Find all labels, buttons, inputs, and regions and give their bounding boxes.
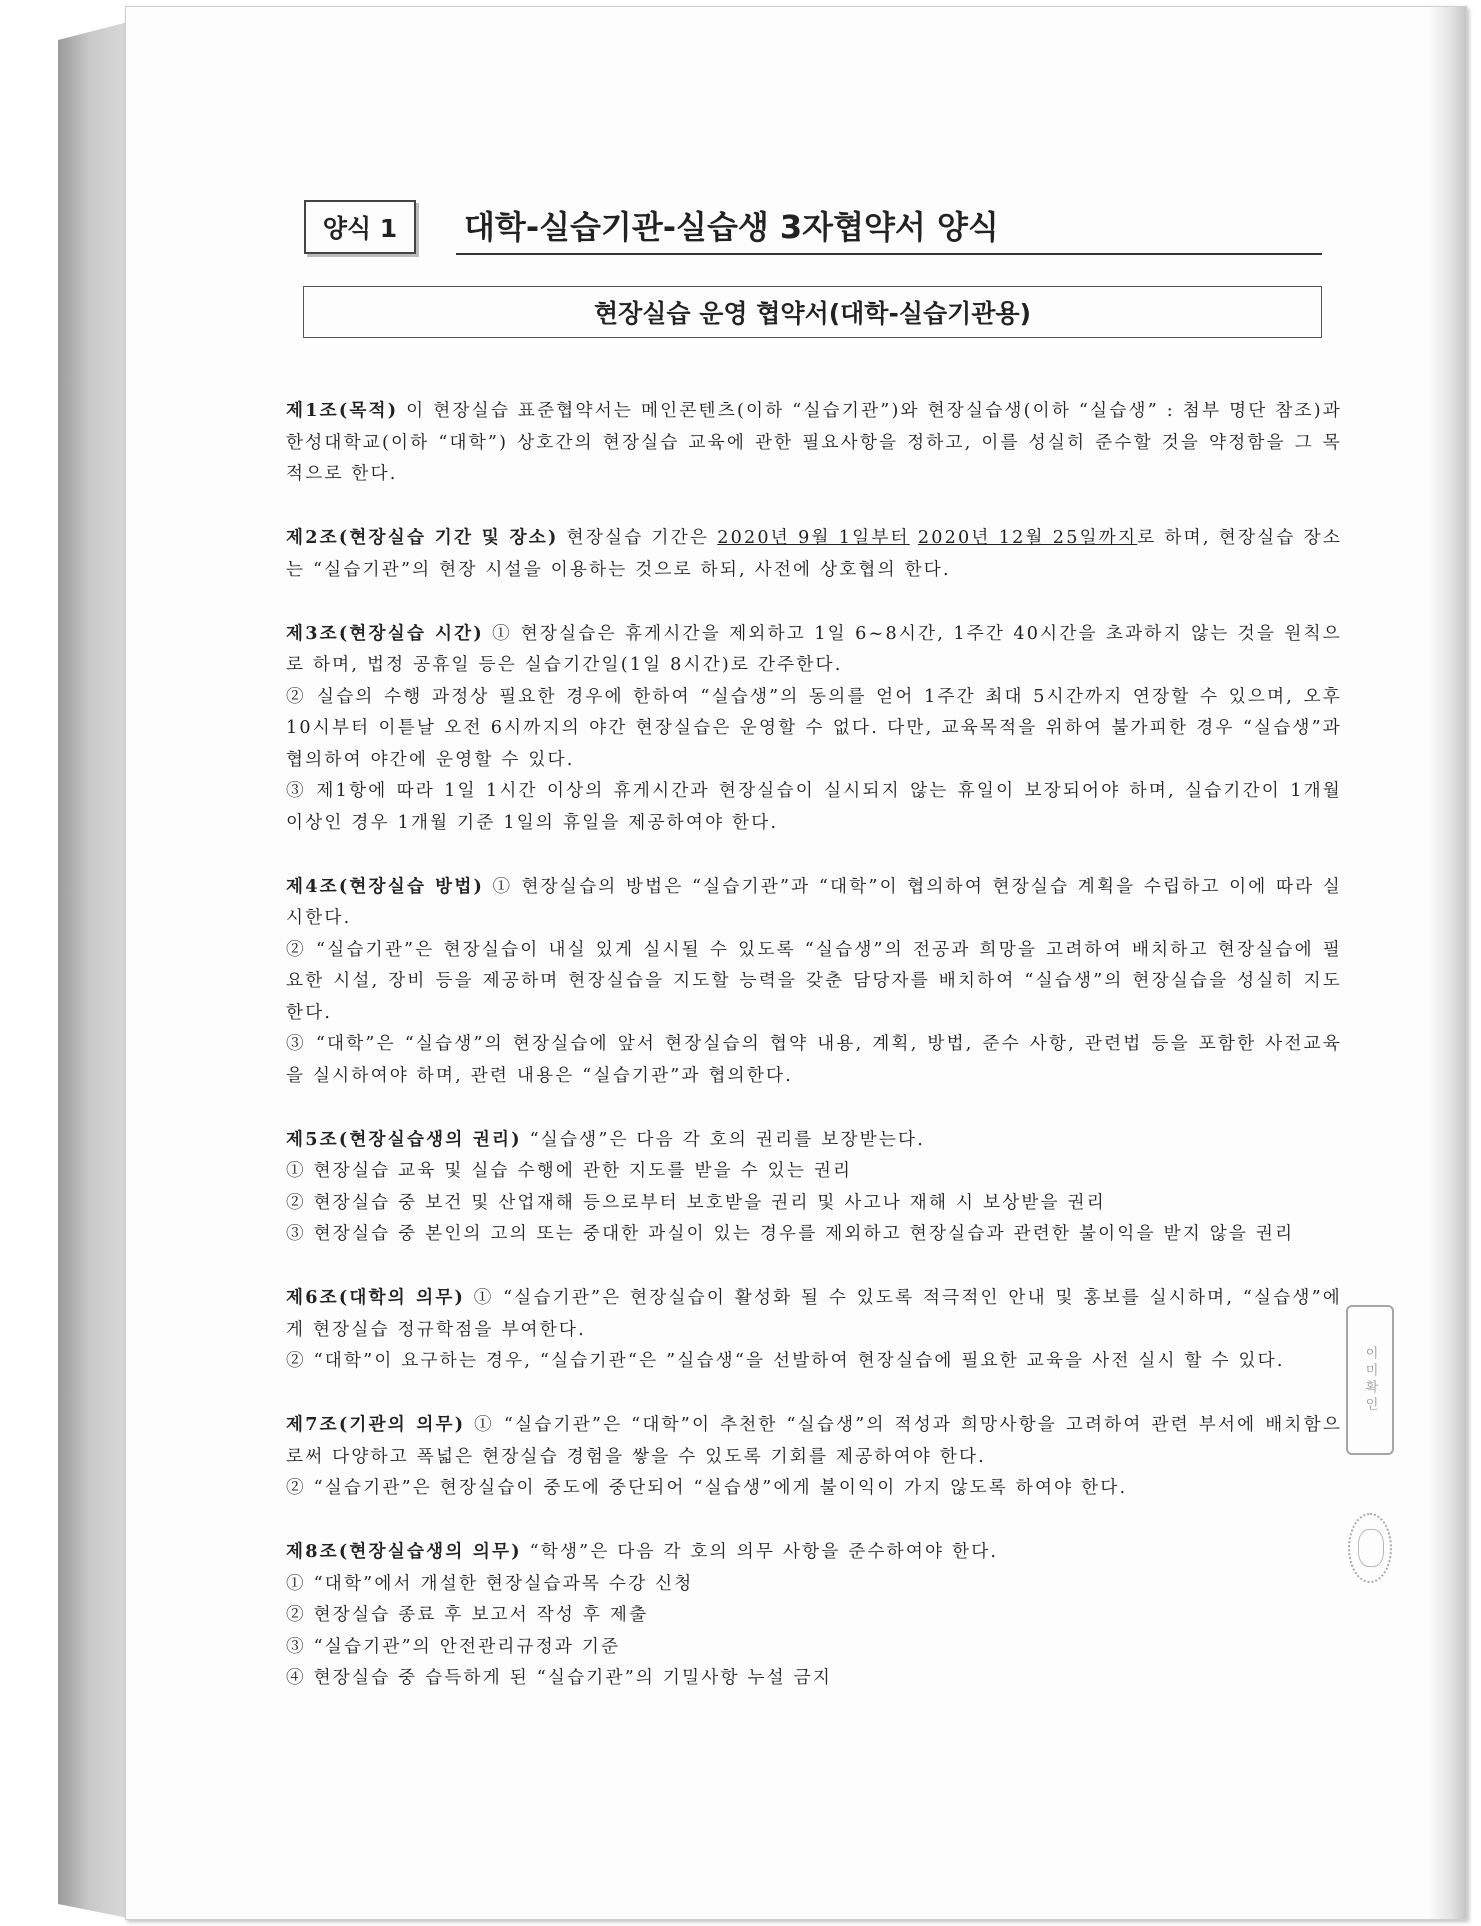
article-2 xyxy=(286,522,1342,586)
article-title: 제5조(현장실습생의 권리) xyxy=(286,1128,522,1150)
clause: ① 현장실습의 방법은 “실습기관”과 “대학”이 협의하여 현장실습 계획을 수립하고 이에 따라 실시한다. xyxy=(286,876,1342,928)
article-title: 제3조(현장실습 시간) xyxy=(286,622,484,644)
clause: ③ “대학”은 “실습생”의 현장실습에 앞서 현장실습의 협약 내용, 계획, 방법, 준수 사항, 관련법 등을 포함한 사전교육을 실시하여야 하며, 관련 내용은 “실습기관”과 협의한다. xyxy=(286,1034,1342,1086)
seal-stamp xyxy=(1348,1513,1392,1583)
article-text: 현장실습 기간은 xyxy=(566,528,710,548)
article-title: 제1조(목적) xyxy=(286,400,399,421)
document-page xyxy=(125,6,1467,1920)
form-number-label: 양식 1 xyxy=(304,200,416,254)
clause: ① 현장실습 교육 및 실습 수행에 관한 지도를 받을 수 있는 권리 xyxy=(286,1161,853,1181)
clause: ② “실습기관”은 현장실습이 중도에 중단되어 “실습생”에게 불이익이 가지 않도록 하여야 한다. xyxy=(286,1478,1128,1498)
article-text: 로 하며, 현장실습 장소는 “실습기관”의 현장 시설을 이용하는 것으로 하되, 사전에 상호협의 한다. xyxy=(286,528,1343,580)
article-1 xyxy=(286,395,1342,491)
article-title: 제4조(현장실습 방법) xyxy=(286,875,485,897)
verification-stamp: 이미확인 xyxy=(1346,1305,1394,1455)
clause: “실습생”은 다음 각 호의 권리를 보장받는다. xyxy=(529,1129,926,1150)
clause: ② 현장실습 종료 후 보고서 작성 후 제출 xyxy=(286,1605,649,1625)
article-5 xyxy=(286,1124,1342,1251)
clause: ① “대학”에서 개설한 현장실습과목 수강 신청 xyxy=(286,1573,694,1594)
form-title: 대학-실습기관-실습생 3자협약서 양식 xyxy=(456,203,1322,255)
agreement-subtitle: 현장실습 운영 협약서(대학-실습기관용) xyxy=(303,286,1322,338)
clause: ② “실습기관”은 현장실습이 내실 있게 실시될 수 있도록 “실습생”의 전공과 희망을 고려하여 배치하고 현장실습에 필요한 시설, 장비 등을 제공하며 현장실습을 지도할 능력을 갖춘 담당자를 배치하여 “실습생”의 현장실습을 성실히 지도한다. xyxy=(286,939,1342,1023)
article-8 xyxy=(286,1536,1342,1695)
clause: ① “실습기관”은 “대학”이 추천한 “실습생”의 적성과 희망사항을 고려하여 관련 부서에 배치함으로써 다양하고 폭넓은 현장실습 경험을 쌓을 수 있도록 기회를 제공하여야 한다. xyxy=(286,1415,1343,1467)
clause: ④ 현장실습 중 습득하게 된 “실습기관”의 기밀사항 누설 금지 xyxy=(286,1668,833,1688)
article-title: 제8조(현장실습생의 의무) xyxy=(286,1541,522,1562)
clause: ① 현장실습은 휴게시간을 제외하고 1일 6~8시간, 1주간 40시간을 초과하지 않는 것을 원칙으로 하며, 법정 공휴일 등은 실습기간일(1일 8시간)로 간주한다. xyxy=(286,623,1342,675)
article-text: 이 현장실습 표준협약서는 메인콘텐츠(이하 “실습기관”)와 현장실습생(이하 “실습생” : 첨부 명단 참조)과 한성대학교(이하 “대학”) 상호간의 현장실습 교육에 관한 필요사항을 정하고, 이를 성실히 준수할 것을 약정함을 그 목적으로 한다. xyxy=(286,401,1342,484)
clause: ② 현장실습 중 보건 및 산업재해 등으로부터 보호받을 권리 및 사고나 재해 시 보상받을 권리 xyxy=(286,1192,1106,1213)
period-end-date: 2020년 12월 25일까지 xyxy=(917,528,1138,548)
page-edge-shadow xyxy=(1428,7,1466,1919)
article-title: 제6조(대학의 의무) xyxy=(286,1287,466,1308)
clause: ③ 제1항에 따라 1일 1시간 이상의 휴게시간과 현장실습이 실시되지 않는 휴일이 보장되어야 하며, 실습기간이 1개월 이상인 경우 1개월 기준 1일의 휴일을 제공하여야 한다. xyxy=(286,781,1342,833)
article-7 xyxy=(286,1409,1342,1505)
clause: “학생”은 다음 각 호의 의무 사항을 준수하여야 한다. xyxy=(529,1542,999,1562)
agreement-body xyxy=(286,395,1342,1726)
clause: ① “실습기관”은 현장실습이 활성화 될 수 있도록 적극적인 안내 및 홍보를 실시하며, “실습생”에게 현장실습 정규학점을 부여한다. xyxy=(286,1288,1343,1340)
clause: ③ 현장실습 중 본인의 고의 또는 중대한 과실이 있는 경우를 제외하고 현장실습과 관련한 불이익을 받지 않을 권리 xyxy=(286,1224,1295,1244)
clause: ② 실습의 수행 과정상 필요한 경우에 한하여 “실습생”의 동의를 얻어 1주간 최대 5시간까지 연장할 수 있으며, 오후 10시부터 이튿날 오전 6시까지의 야간 현장실습은 운영할 수 없다. 다만, 교육목적을 위하여 불가피한 경우 “실습생”과 협의하여 야간에 운영할 수 있다. xyxy=(286,686,1342,770)
book-spine xyxy=(58,22,128,1918)
article-6 xyxy=(286,1282,1342,1378)
clause: ② “대학”이 요구하는 경우, “실습기관“은 ”실습생“을 선발하여 현장실습에 필요한 교육을 사전 실시 할 수 있다. xyxy=(286,1351,1285,1371)
clause: ③ “실습기관”의 안전관리규정과 기준 xyxy=(286,1636,621,1657)
article-title: 제7조(기관의 의무) xyxy=(286,1414,466,1435)
article-4 xyxy=(286,871,1342,1093)
article-title: 제2조(현장실습 기간 및 장소) xyxy=(286,527,559,548)
article-3 xyxy=(286,618,1342,840)
period-start-date: 2020년 9월 1일부터 xyxy=(717,528,910,548)
